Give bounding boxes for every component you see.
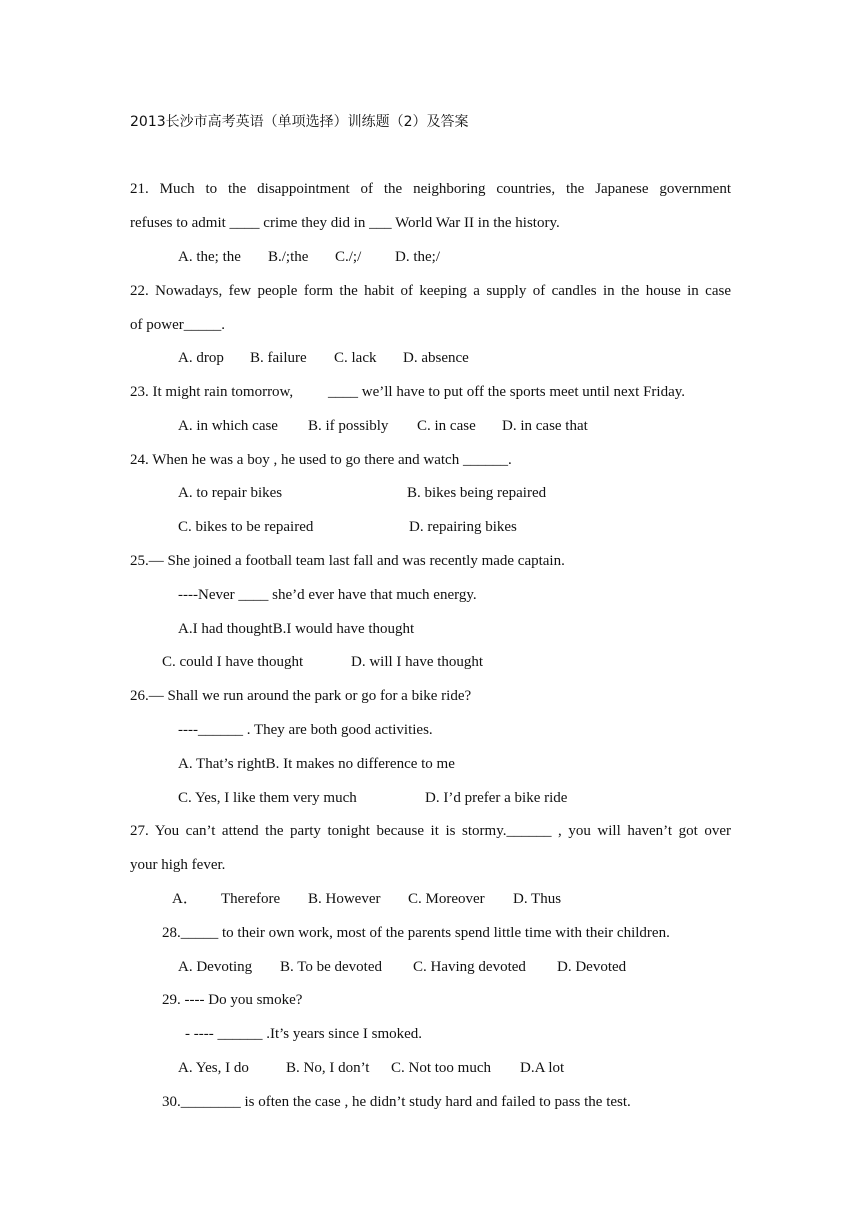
question-22-option-d: D. absence — [403, 350, 469, 366]
question-21-line-1: 21. Much to the disappointment of the neighboring countries, the Japanese government — [130, 181, 731, 197]
question-24-line: 24. When he was a boy , he used to go there and watch ______. — [130, 452, 512, 468]
question-23-line-1b: ____ we’ll have to put off the sports meet until next Friday. — [328, 384, 686, 400]
question-23-option-a: A. in which case — [178, 418, 278, 434]
question-21-option-b: B./;the — [268, 249, 309, 265]
question-22-line-1: 22. Nowadays, few people form the habit of keeping a supply of candles in the house in case — [130, 283, 731, 299]
question-22-line-2: of power_____. — [130, 317, 225, 333]
question-27-option-b: B. However — [308, 891, 381, 907]
question-27-option-c: C. Moreover — [408, 891, 485, 907]
question-29-option-b: B. No, I don’t — [286, 1060, 370, 1076]
question-27-option-a: Therefore — [221, 891, 281, 907]
question-25-options-ab: A.I had thoughtB.I would have thought — [178, 621, 415, 637]
question-28-option-c: C. Having devoted — [413, 959, 526, 975]
question-28-option-d: D. Devoted — [557, 959, 627, 975]
question-28-line: 28._____ to their own work, most of the parents spend little time with their children. — [162, 925, 670, 941]
question-22-option-c: C. lack — [334, 350, 377, 366]
question-27-option-a-label: A． — [172, 891, 198, 907]
question-22-option-b: B. failure — [250, 350, 307, 366]
question-25-line: 25.— She joined a football team last fall and was recently made captain. — [130, 553, 565, 569]
question-21-option-c: C./;/ — [335, 249, 362, 265]
question-27-line-1: 27. You can’t attend the party tonight because it is stormy.______ , you will haven’t got over — [130, 823, 731, 839]
question-23-option-c: C. in case — [417, 418, 476, 434]
question-25-option-d: D. will I have thought — [351, 654, 484, 670]
question-26-options-ab: A. That’s rightB. It makes no difference to me — [178, 756, 455, 772]
question-26-reply: ----______ . They are both good activities. — [178, 722, 433, 738]
question-22-option-a: A. drop — [178, 350, 224, 366]
question-29-option-a: A. Yes, I do — [178, 1060, 249, 1076]
question-23-option-d: D. in case that — [502, 418, 588, 434]
question-21-line-2: refuses to admit ____ crime they did in ___ World War II in the history. — [130, 215, 560, 231]
question-29-reply: - ---- ______ .It’s years since I smoked. — [185, 1026, 423, 1042]
question-26-line: 26.— Shall we run around the park or go for a bike ride? — [130, 688, 472, 704]
question-21-option-d: D. the;/ — [395, 249, 440, 265]
question-28-option-a: A. Devoting — [178, 959, 253, 975]
document-title: 2013长沙市高考英语（单项选择）训练题（2）及答案 — [130, 114, 469, 130]
question-24-option-c: C. bikes to be repaired — [178, 519, 314, 535]
question-23-option-b: B. if possibly — [308, 418, 389, 434]
question-25-reply: ----Never ____ she’d ever have that much energy. — [178, 587, 477, 603]
question-27-option-d: D. Thus — [513, 891, 562, 907]
question-27-line-2: your high fever. — [130, 857, 226, 873]
question-26-option-c: C. Yes, I like them very much — [178, 790, 357, 806]
question-29-option-c: C. Not too much — [391, 1060, 491, 1076]
question-24-option-b: B. bikes being repaired — [407, 485, 547, 501]
question-23-line-1a: 23. It might rain tomorrow, — [130, 384, 294, 400]
question-25-option-c: C. could I have thought — [162, 654, 304, 670]
question-26-option-d: D. I’d prefer a bike ride — [425, 790, 568, 806]
question-30-line: 30.________ is often the case , he didn’t study hard and failed to pass the test. — [162, 1094, 631, 1110]
question-29-line: 29. ---- Do you smoke? — [162, 992, 303, 1008]
question-28-option-b: B. To be devoted — [280, 959, 382, 975]
question-21-option-a: A. the; the — [178, 249, 241, 265]
question-24-option-d: D. repairing bikes — [409, 519, 517, 535]
question-24-option-a: A. to repair bikes — [178, 485, 283, 501]
question-29-option-d: D.A lot — [520, 1060, 565, 1076]
